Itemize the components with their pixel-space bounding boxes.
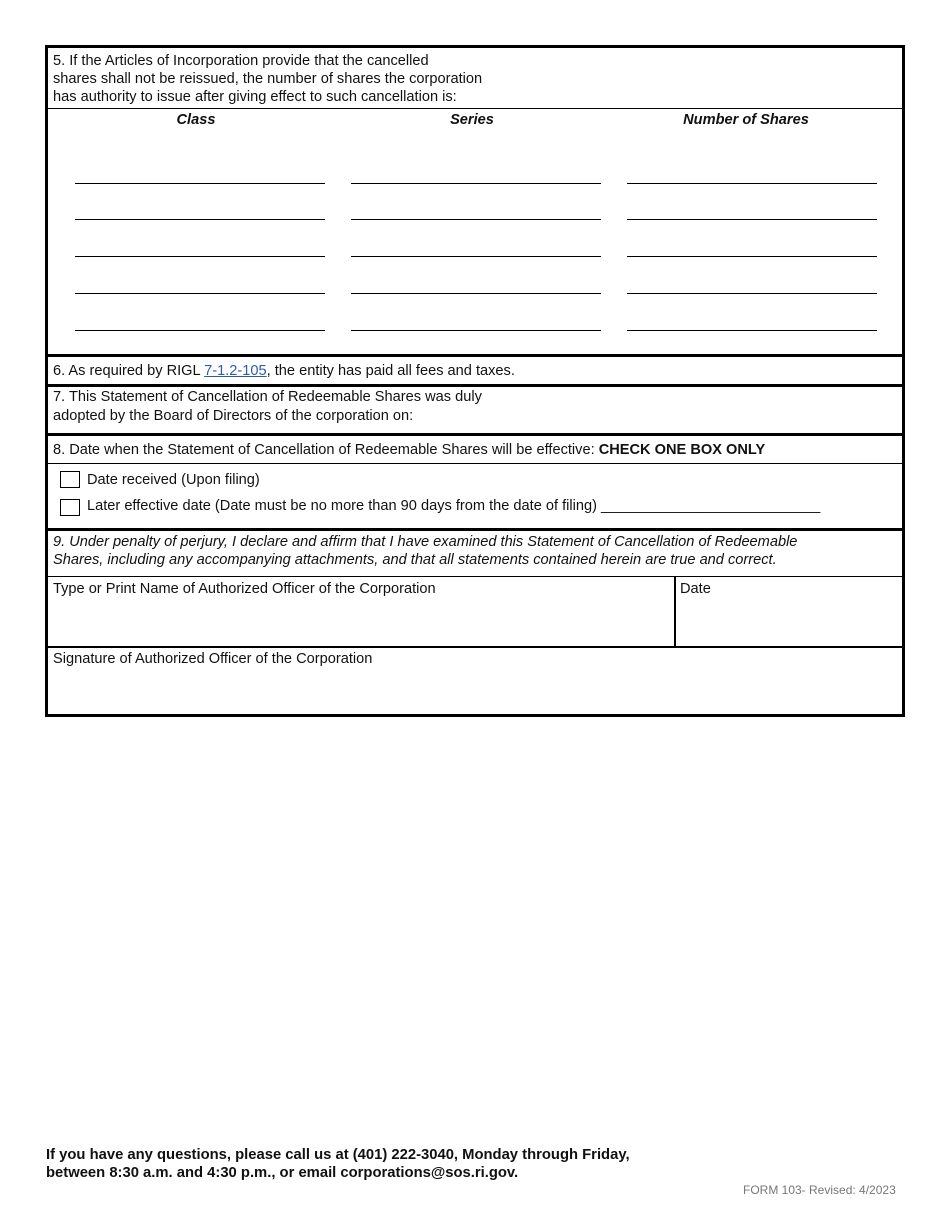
form-box [45, 45, 905, 717]
date-label: Date [680, 581, 711, 597]
class-entry-line[interactable] [75, 183, 325, 184]
series-entry-line[interactable] [351, 293, 601, 294]
date-received-checkbox[interactable] [60, 471, 80, 488]
divider [48, 354, 902, 357]
footer-contact-line1: If you have any questions, please call us at (401) 222-3040, Monday through Friday, [46, 1147, 630, 1163]
divider [48, 528, 902, 531]
class-entry-line[interactable] [75, 330, 325, 331]
series-entry-line[interactable] [351, 219, 601, 220]
divider [48, 433, 902, 436]
shares-entry-line[interactable] [627, 330, 877, 331]
section7-line2: adopted by the Board of Directors of the corporation on: [53, 408, 414, 424]
section6-text [53, 362, 515, 380]
shares-entry-line[interactable] [627, 256, 877, 257]
section5-line3: has authority to issue after giving effect to such cancellation is: [53, 89, 457, 105]
section6-suffix: , the entity has paid all fees and taxes. [266, 363, 515, 379]
divider [48, 646, 902, 648]
section6-prefix: 6. As required by RIGL [53, 363, 205, 379]
later-effective-date-label: Later effective date (Date must be no more than 90 days from the date of filing) ___________________________ [87, 498, 821, 514]
series-entry-line[interactable] [351, 330, 601, 331]
divider [48, 384, 902, 387]
divider [48, 576, 902, 577]
section8-prefix: 8. Date when the Statement of Cancellation of Redeemable Shares will be effective: [53, 442, 599, 458]
column-header-series: Series [450, 112, 494, 128]
form-revision-id: FORM 103- Revised: 4/2023 [743, 1183, 896, 1197]
section5-line1: 5. If the Articles of Incorporation provide that the cancelled [53, 53, 429, 69]
shares-entry-line[interactable] [627, 183, 877, 184]
check-one-box-only: CHECK ONE BOX ONLY [598, 442, 766, 458]
column-header-class: Class [176, 112, 216, 128]
section5-line2: shares shall not be reissued, the number of shares the corporation [53, 71, 483, 87]
series-entry-line[interactable] [351, 256, 601, 257]
section8-heading [53, 441, 765, 459]
divider [674, 577, 676, 647]
later-effective-date-checkbox[interactable] [60, 499, 80, 516]
section9-line2: Shares, including any accompanying attachments, and that all statements contained herein are true and correct. [53, 552, 777, 568]
shares-entry-line[interactable] [627, 219, 877, 220]
class-entry-line[interactable] [75, 293, 325, 294]
footer-contact-line2: between 8:30 a.m. and 4:30 p.m., or email corporations@sos.ri.gov. [46, 1165, 519, 1181]
divider [48, 463, 902, 464]
class-entry-line[interactable] [75, 219, 325, 220]
series-entry-line[interactable] [351, 183, 601, 184]
shares-entry-line[interactable] [627, 293, 877, 294]
divider [48, 108, 902, 109]
class-entry-line[interactable] [75, 256, 325, 257]
date-received-label: Date received (Upon filing) [87, 472, 260, 488]
section7-line1: 7. This Statement of Cancellation of Redeemable Shares was duly [53, 389, 482, 405]
officer-name-label: Type or Print Name of Authorized Officer of the Corporation [53, 581, 436, 597]
column-header-number-of-shares: Number of Shares [683, 112, 809, 128]
section9-line1: 9. Under penalty of perjury, I declare and affirm that I have examined this Statement of Cancellation of Redeemable [53, 534, 798, 550]
rigl-statute-link[interactable]: 7-1.2-105 [204, 363, 267, 379]
signature-label: Signature of Authorized Officer of the Corporation [53, 651, 373, 667]
